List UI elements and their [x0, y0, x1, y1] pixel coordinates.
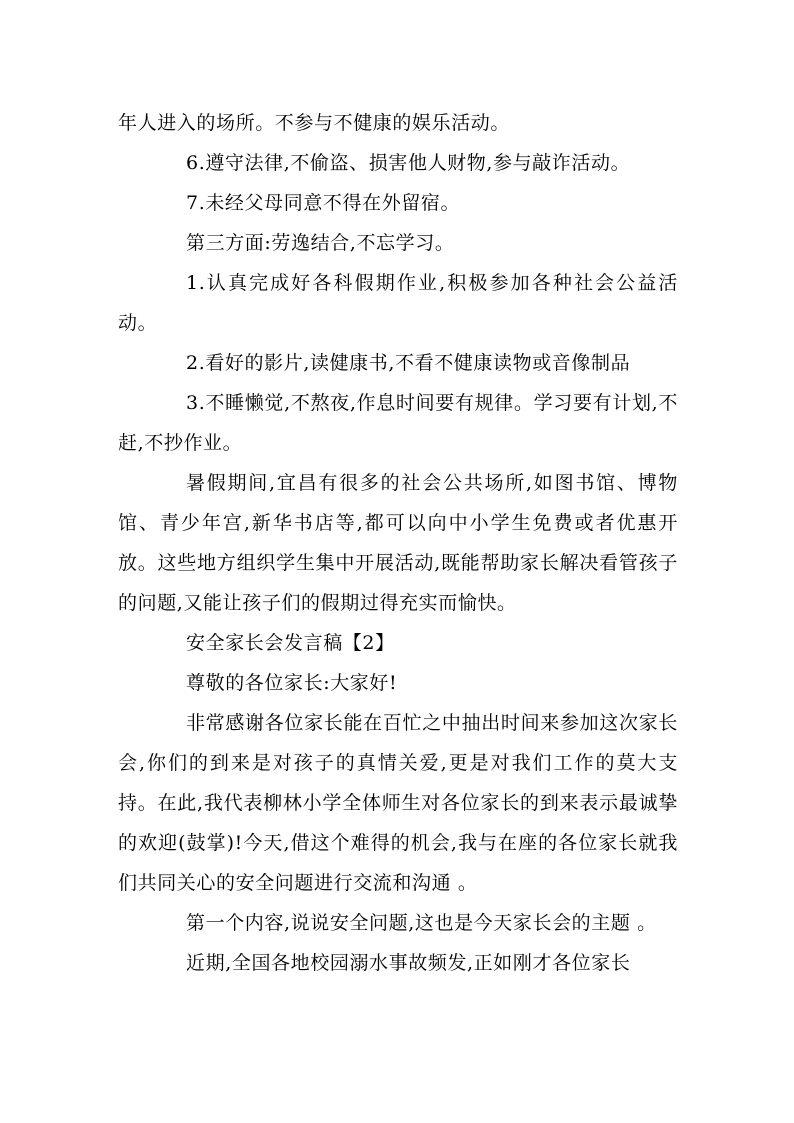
paragraph: 暑假期间,宜昌有很多的社会公共场所,如图书馆、博物馆、青少年宫,新华书店等,都可以向中小学生免费或者优惠开放。这些地方组织学生集中开展活动,既能帮助家长解决看管孩子的问题,又能让孩子们的假期过得充实而愉快。: [118, 472, 678, 614]
paragraph: 3.不睡懒觉,不熬夜,作息时间要有规律。学习要有计划,不赶,不抄作业。: [118, 392, 678, 454]
paragraph: 非常感谢各位家长能在百忙之中抽出时间来参加这次家长会,你们的到来是对孩子的真情关爱,更是对我们工作的莫大支持。在此,我代表柳林小学全体师生对各位家长的到来表示最诚挚的欢迎(鼓掌)!今天,借这个难得的机会,我与在座的各位家长就我们共同关心的安全问题进行交流和沟通 。: [118, 712, 678, 894]
section-heading: 第三方面:劳逸结合,不忘学习。: [186, 232, 455, 254]
paragraph: 第一个内容,说说安全问题,这也是今天家长会的主题 。: [186, 912, 657, 934]
paragraph: 6.遵守法律,不偷盗、损害他人财物,参与敲诈活动。: [186, 152, 631, 174]
paragraph: 1.认真完成好各科假期作业,积极参加各种社会公益活动。: [118, 272, 678, 334]
salutation: 尊敬的各位家长:大家好!: [186, 672, 398, 694]
paragraph: 7.未经父母同意不得在外留宿。: [186, 192, 461, 214]
section-title: 安全家长会发言稿【2】: [186, 632, 395, 654]
document-body: [118, 103, 678, 983]
paragraph: 2.看好的影片,读健康书,不看不健康读物或音像制品: [186, 352, 631, 374]
paragraph: 近期,全国各地校园溺水事故频发,正如刚才各位家长: [186, 952, 631, 974]
paragraph: 年人进入的场所。不参与不健康的娱乐活动。: [118, 112, 511, 134]
